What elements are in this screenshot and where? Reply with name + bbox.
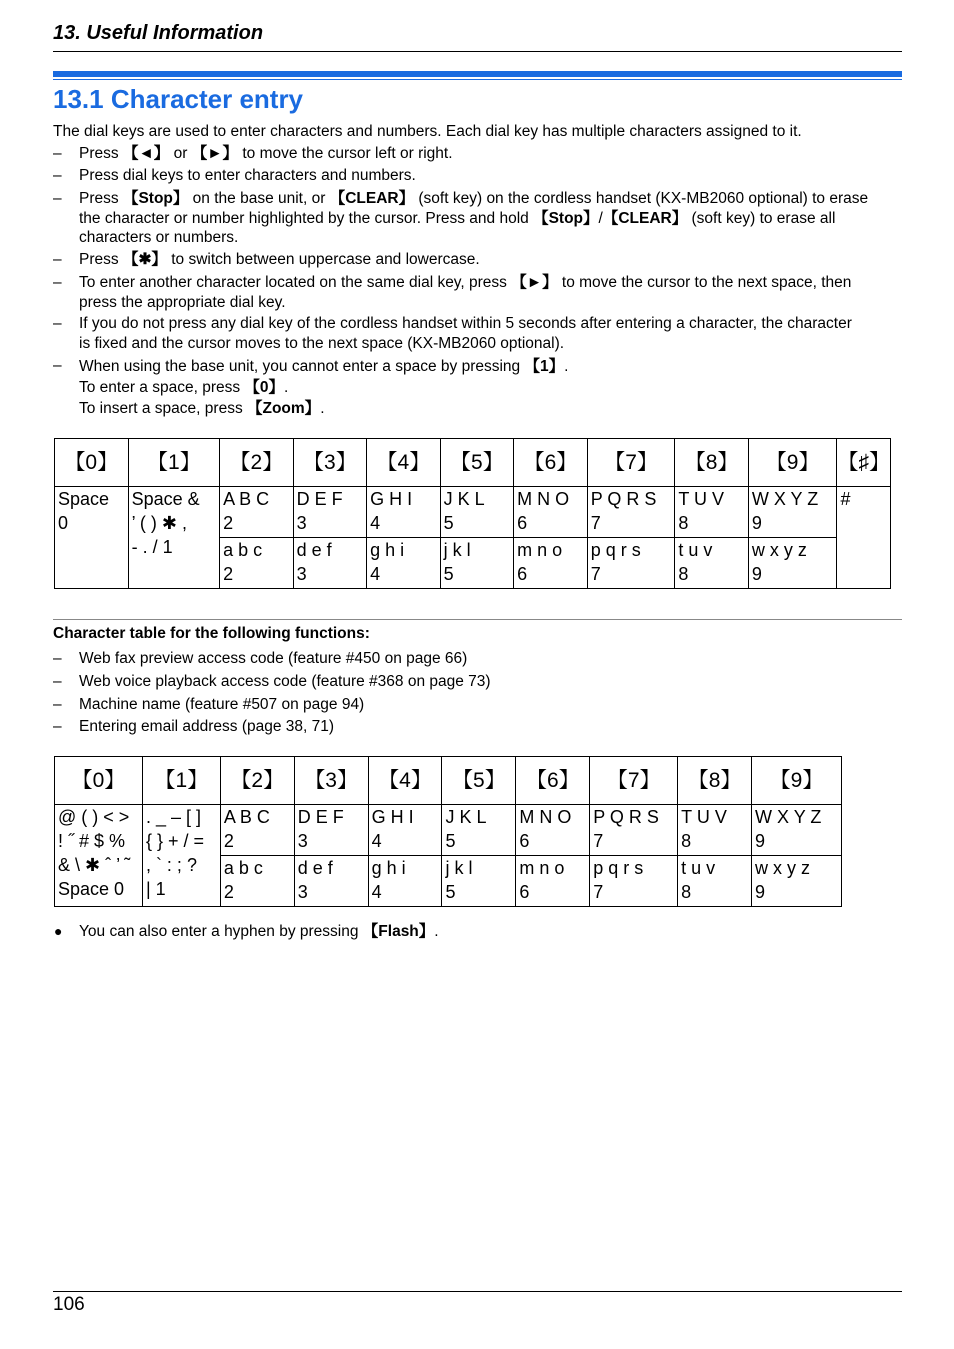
upper-key-9: W X Y Z 9 [748,487,837,538]
dash-marker: – [53,167,62,184]
key-0: 【0】 [55,757,143,805]
lower-key-2: a b c 2 [220,856,294,907]
upper-key-8: T U V 8 [678,805,752,856]
intro-text: The dial keys are used to enter characters and numbers. Each dial key has multiple characters assigned to it. [53,123,802,140]
footer-rule [53,1291,902,1292]
lower-key-7: p q r s 7 [590,856,678,907]
bullet-timeout: If you do not press any dial key of the cordless handset within 5 seconds after entering a character, the character is fixed and the cursor moves to the next space (KX-MB2060 optional). [79,315,852,352]
lower-key-5: j k l 5 [442,856,516,907]
lower-key-3: d e f 3 [294,856,368,907]
key-5: 【5】 [442,757,516,805]
upper-key-9: W X Y Z 9 [752,805,842,856]
bullet-dial-keys: Press dial keys to enter characters and numbers. [79,167,416,184]
key-4: 【4】 [367,439,441,487]
upper-key-2: A B C 2 [220,805,294,856]
upper-key-3: D E F 3 [294,805,368,856]
lower-key-9: w x y z 9 [748,538,837,589]
upper-key-7: P Q R S 7 [590,805,678,856]
dash-marker: – [53,190,62,207]
key-hash: 【♯】 [837,439,891,487]
chars-key-hash: # [837,487,891,589]
lower-key-6: m n o 6 [516,856,590,907]
lower-key-3: d e f 3 [293,538,367,589]
dash-marker: – [53,357,62,374]
bullet-case-switch: Press 【✱】 to switch between uppercase and lowercase. [79,251,480,268]
key-0: 【0】 [55,439,129,487]
key-7: 【7】 [590,757,678,805]
key-2: 【2】 [220,757,294,805]
upper-key-3: D E F 3 [293,487,367,538]
dash-marker: – [53,274,62,291]
bullet-same-key: To enter another character located on the same dial key, press 【►】 to move the cursor to the next space, then press the appropriate dial key. [79,274,852,311]
key-6: 【6】 [514,439,588,487]
bullet-space-entry: When using the base unit, you cannot enter a space by pressing 【1】. To enter a space, press 【0】. To insert a space, press 【Zoom】. [79,358,569,417]
dash-marker: – [53,315,62,332]
section-title: 13.1 Character entry [53,84,304,114]
upper-key-5: J K L 5 [440,487,514,538]
header-title: 13. Useful Information [53,22,264,44]
chars-key-0: Space 0 [55,487,129,589]
lower-key-4: g h i 4 [367,538,441,589]
key-8: 【8】 [675,439,749,487]
chars-key-1: Space & ’ ( ) ✱ , - . / 1 [128,487,220,589]
upper-key-6: M N O 6 [516,805,590,856]
dash-marker: – [53,718,62,735]
section-bar [53,71,902,77]
key-9: 【9】 [752,757,842,805]
function-item: Machine name (feature #507 on page 94) [79,696,365,713]
function-item: Entering email address (page 38, 71) [79,718,335,735]
dash-marker: – [53,673,62,690]
key-8: 【8】 [678,757,752,805]
uppercase-row [55,805,842,856]
section-bar-thin [53,79,902,80]
dash-marker: – [53,251,62,268]
function-item: Web fax preview access code (feature #450 on page 66) [79,650,468,667]
upper-key-4: G H I 4 [368,805,442,856]
upper-key-4: G H I 4 [367,487,441,538]
page-number: 106 [53,1294,85,1315]
lower-key-8: t u v 8 [675,538,749,589]
header-rule [53,51,902,52]
upper-key-7: P Q R S 7 [587,487,675,538]
dash-marker: – [53,650,62,667]
key-4: 【4】 [368,757,442,805]
table2-heading: Character table for the following functions: [53,625,370,642]
lower-key-6: m n o 6 [514,538,588,589]
dash-marker: – [53,145,62,162]
key-6: 【6】 [516,757,590,805]
upper-key-6: M N O 6 [514,487,588,538]
section-divider [53,619,902,620]
lower-key-5: j k l 5 [440,538,514,589]
upper-key-8: T U V 8 [675,487,749,538]
lower-key-2: a b c 2 [220,538,294,589]
character-table-1 [54,438,891,589]
key-9: 【9】 [748,439,837,487]
bullet-dot-icon: ● [54,923,63,939]
dash-marker: – [53,696,62,713]
key-row [55,757,842,805]
lower-key-4: g h i 4 [368,856,442,907]
function-item: Web voice playback access code (feature #368 on page 73) [79,673,491,690]
lower-key-7: p q r s 7 [587,538,675,589]
character-table-2 [54,756,842,907]
upper-key-5: J K L 5 [442,805,516,856]
lower-key-8: t u v 8 [678,856,752,907]
key-7: 【7】 [587,439,675,487]
uppercase-row [55,487,891,538]
key-2: 【2】 [220,439,294,487]
upper-key-2: A B C 2 [220,487,294,538]
key-5: 【5】 [440,439,514,487]
key-1: 【1】 [128,439,220,487]
chars-key-1: . _ – [ ] { } + / = , ` : ; ? | 1 [142,805,220,907]
lower-key-9: w x y z 9 [752,856,842,907]
key-3: 【3】 [294,757,368,805]
hyphen-note: You can also enter a hyphen by pressing 【Flash】. [79,923,439,940]
bullet-cursor-move: Press 【◄】 or 【►】 to move the cursor left or right. [79,145,453,162]
key-3: 【3】 [293,439,367,487]
key-1: 【1】 [142,757,220,805]
bullet-erase: Press 【Stop】 on the base unit, or 【CLEAR】 (soft key) on the cordless handset (KX-MB2060 optional) to erase the character or number highlighted by the cursor. Press and hold 【Stop】/【CLEAR】 (soft key) to erase all characters or numbers. [79,190,869,246]
chars-key-0: @ ( ) < > ! ˝ # $ % & \ ✱ ˆ ’ ˜ Space 0 [55,805,143,907]
key-row [55,439,891,487]
